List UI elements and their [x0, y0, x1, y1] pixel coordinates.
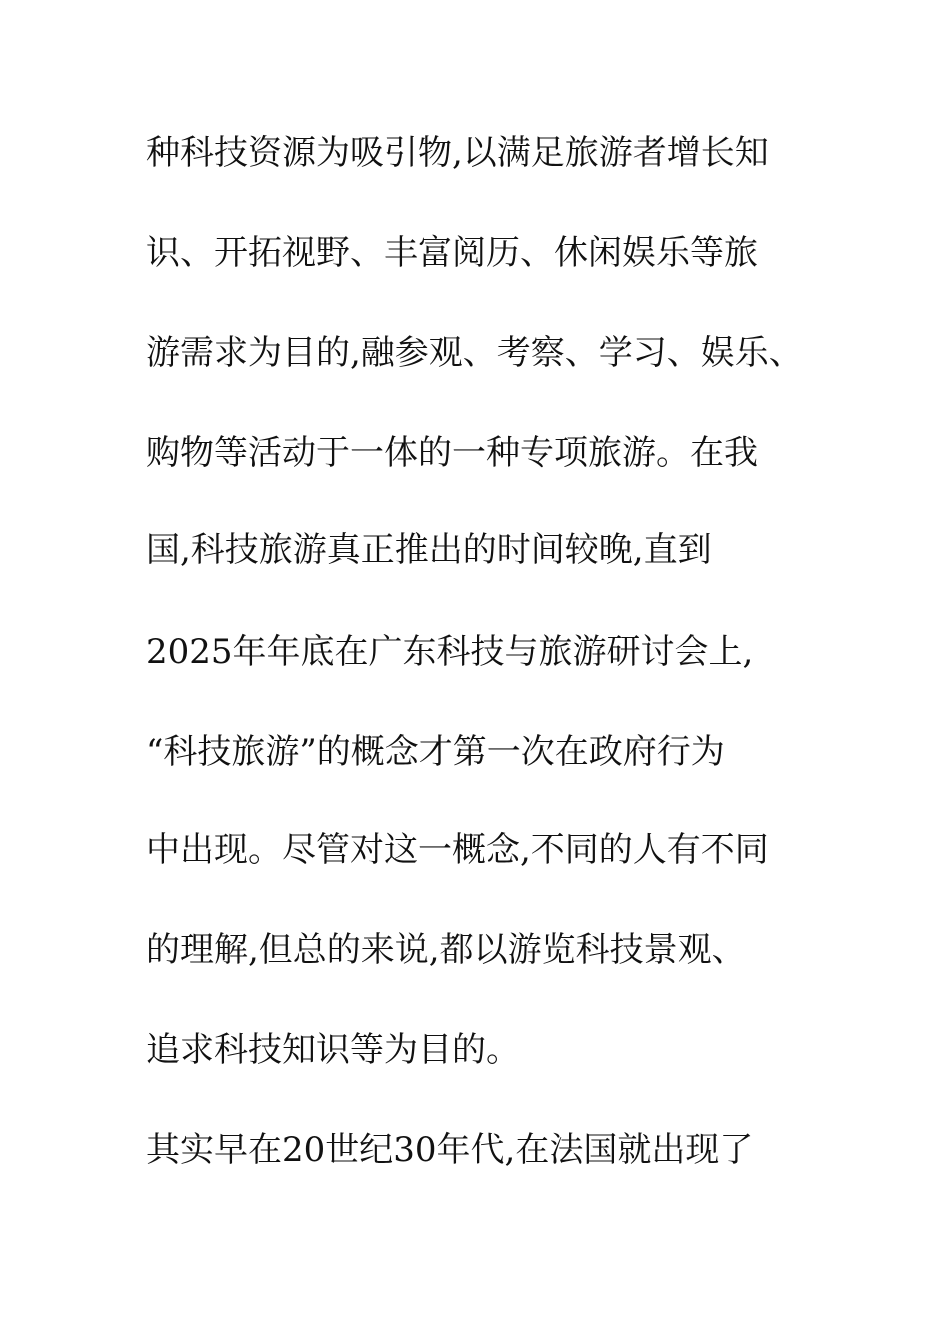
paragraph-start-line: 其实早在20世纪30年代,在法国就出现了 [146, 1130, 754, 1170]
text-line: 中出现。尽管对这一概念,不同的人有不同 [146, 830, 769, 870]
text-line: “科技旅游”的概念才第一次在政府行为 [146, 732, 725, 772]
text-line: 游需求为目的,融参观、考察、学习、娱乐、 [146, 333, 803, 373]
text-line: 2025年年底在广东科技与旅游研讨会上, [146, 632, 754, 672]
text-line: 购物等活动于一体的一种专项旅游。在我 [146, 433, 758, 473]
text-line: 种科技资源为吸引物,以满足旅游者增长知 [146, 133, 769, 173]
text-line: 识、开拓视野、丰富阅历、休闲娱乐等旅 [146, 233, 758, 273]
text-line: 国,科技旅游真正推出的时间较晚,直到 [146, 530, 712, 570]
text-line: 的理解,但总的来说,都以游览科技景观、 [146, 930, 746, 970]
text-line: 追求科技知识等为目的。 [146, 1030, 520, 1070]
